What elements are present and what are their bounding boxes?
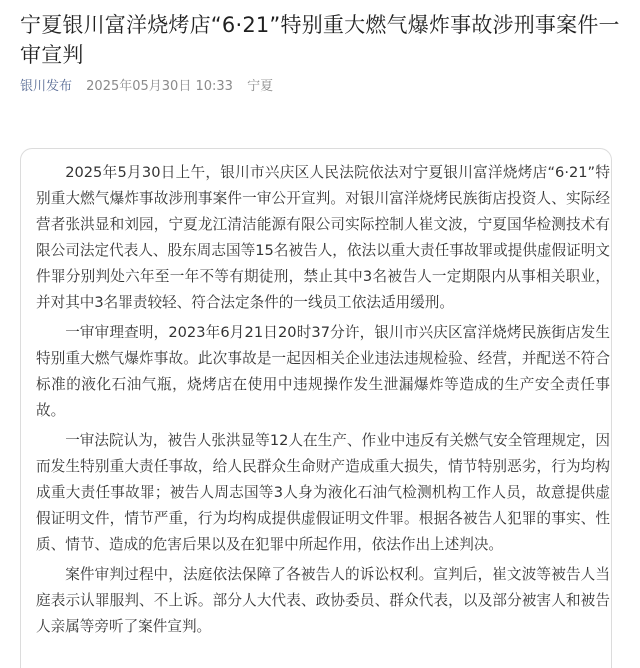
article-title: 宁夏银川富洋烧烤店“6·21”特别重大燃气爆炸事故涉刑事案件一审宣判 [20, 13, 620, 67]
article-meta [20, 78, 283, 96]
article-source[interactable]: 银川发布 [20, 79, 73, 94]
body-paragraph: 2025年5月30日上午，银川市兴庆区人民法院依法对宁夏银川富洋烧烤店“6·21”特别重大燃气爆炸事故涉刑事案件一审公开宣判。对银川富洋烧烤民族街店投资人、实际经营者张洪显和刘园，宁夏龙江清洁能源有限公司实际控制人崔文波，宁夏国华检测技术有限公司法定代表人、股东周志国等15名被告人，依法以重大责任事故罪或提供虚假证明文件罪分别判处六年至一年不等有期徒刑，禁止其中3名被告人一定期限内从事相关职业，并对其中3名罪责较轻、符合法定条件的一线员工依法适用缓刑。 [36, 164, 610, 311]
article-body [36, 160, 610, 644]
article-datetime: 2025年05月30日 10:33 [86, 79, 233, 94]
body-paragraph: 案件审判过程中，法庭依法保障了各被告人的诉讼权利。宣判后，崔文波等被告人当庭表示认罪服判、不上诉。部分人大代表、政协委员、群众代表，以及部分被害人和被告人亲属等旁听了案件宣判。 [36, 566, 610, 635]
body-paragraph: 一审审理查明，2023年6月21日20时37分许，银川市兴庆区富洋烧烤民族街店发生特别重大燃气爆炸事故。此次事故是一起因相关企业违法违规检验、经营，并配送不符合标准的液化石油气瓶，烧烤店在使用中违规操作发生泄漏爆炸等造成的生产安全责任事故。 [36, 324, 610, 419]
body-paragraph: 一审法院认为，被告人张洪显等12人在生产、作业中违反有关燃气安全管理规定，因而发生特别重大责任事故，给人民群众生命财产造成重大损失，情节特别恶劣，行为均构成重大责任事故罪；被告人周志国等3人身为液化石油气检测机构工作人员，故意提供虚假证明文件，情节严重，行为均构成提供虚假证明文件罪。根据各被告人犯罪的事实、性质、情节、造成的危害后果以及在犯罪中所起作用，依法作出上述判决。 [36, 432, 610, 553]
article-location: 宁夏 [247, 79, 274, 94]
